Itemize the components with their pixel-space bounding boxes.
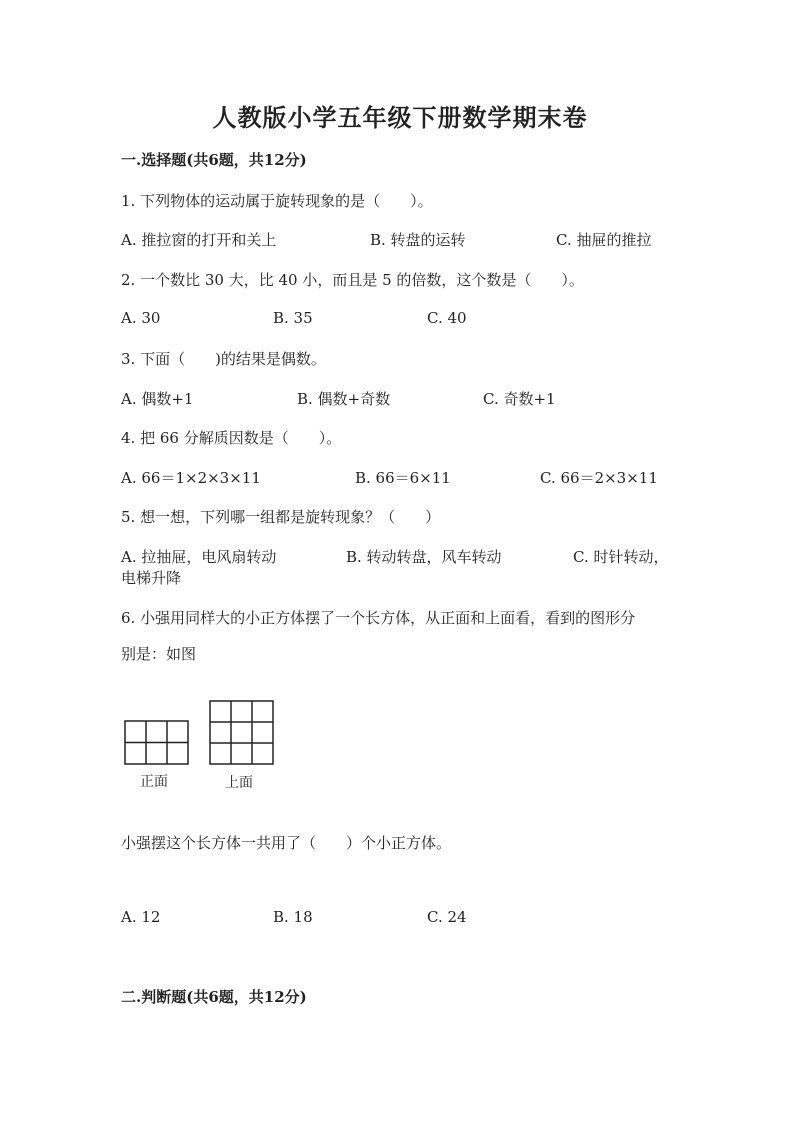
page-title: 人教版小学五年级下册数学期末卷 [212, 103, 588, 132]
question-1: 1. 下列物体的运动属于旋转现象的是（ ）。 [121, 192, 433, 210]
q3-option-c: C. 奇数+1 [483, 390, 556, 408]
question-3: 3. 下面（ )的结果是偶数。 [121, 350, 326, 368]
front-view-label: 正面 [140, 774, 168, 790]
question-4: 4. 把 66 分解质因数是（ ）。 [121, 429, 342, 447]
q6-option-c: C. 24 [427, 908, 467, 926]
q2-option-b: B. 35 [273, 309, 313, 327]
q6-option-a: A. 12 [121, 908, 161, 926]
q2-option-a: A. 30 [121, 309, 161, 327]
question-6-line1: 6. 小强用同样大的小正方体摆了一个长方体，从正面和上面看，看到的图形分 [121, 609, 636, 627]
q3-option-b: B. 偶数+奇数 [297, 390, 391, 408]
q4-option-c: C. 66＝2×3×11 [540, 469, 658, 487]
question-6-line2: 别是：如图 [121, 645, 197, 663]
q3-option-a: A. 偶数+1 [121, 390, 194, 408]
section-heading-choice: 一.选择题(共6题，共12分) [121, 151, 307, 169]
q1-option-a: A. 推拉窗的打开和关上 [121, 231, 277, 249]
q1-option-c: C. 抽屉的推拉 [556, 231, 652, 249]
q5-option-a: A. 拉抽屉，电风扇转动 [121, 548, 277, 566]
q5-option-b: B. 转动转盘，风车转动 [346, 548, 502, 566]
q5-option-c: C. 时针转动， [573, 548, 669, 566]
question-5: 5. 想一想，下列哪一组都是旋转现象？（ ） [121, 508, 441, 526]
top-view-grid [209, 700, 275, 766]
front-view-grid [124, 720, 190, 766]
q1-option-b: B. 转盘的运转 [370, 231, 466, 249]
q4-option-a: A. 66＝1×2×3×11 [121, 469, 261, 487]
q4-option-b: B. 66＝6×11 [355, 469, 451, 487]
question-6-followup: 小强摆这个长方体一共用了（ ）个小正方体。 [121, 834, 452, 852]
question-2: 2. 一个数比 30 大，比 40 小，而且是 5 的倍数，这个数是（ ）。 [121, 271, 584, 289]
section-heading-judgement: 二.判断题(共6题，共12分) [121, 988, 307, 1006]
q6-option-b: B. 18 [273, 908, 313, 926]
top-view-label: 上面 [225, 775, 253, 791]
q2-option-c: C. 40 [427, 309, 467, 327]
q5-option-c-continued: 电梯升降 [121, 569, 182, 587]
